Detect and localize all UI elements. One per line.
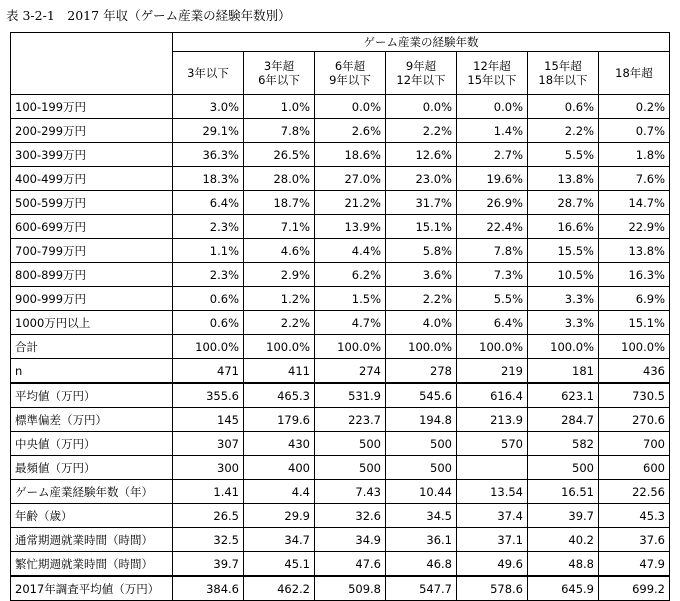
table-cell: 411 xyxy=(244,359,315,384)
table-cell: 26.5 xyxy=(173,504,244,528)
table-cell: 3.0% xyxy=(173,95,244,119)
table-cell: 100.0% xyxy=(457,335,528,359)
table-cell: 32.5 xyxy=(173,528,244,552)
table-cell: 16.51 xyxy=(528,480,599,504)
table-cell: 6.4% xyxy=(457,311,528,335)
row-label: 700-799万円 xyxy=(11,239,173,263)
table-cell: 700 xyxy=(599,432,670,456)
table-cell: 471 xyxy=(173,359,244,384)
table-cell: 0.0% xyxy=(315,95,386,119)
table-cell: 100.0% xyxy=(244,335,315,359)
table-cell: 46.8 xyxy=(386,552,457,577)
table-cell: 16.6% xyxy=(528,215,599,239)
row-label: 最頻値（万円） xyxy=(11,456,173,480)
table-cell: 29.1% xyxy=(173,119,244,143)
table-cell: 500 xyxy=(315,456,386,480)
table-cell: 13.54 xyxy=(457,480,528,504)
row-label: 1000万円以上 xyxy=(11,311,173,335)
column-header: 18年超 xyxy=(599,52,670,95)
table-cell: 18.6% xyxy=(315,143,386,167)
table-cell: 2.2% xyxy=(386,119,457,143)
table-cell: 37.1 xyxy=(457,528,528,552)
table-cell: 16.3% xyxy=(599,263,670,287)
table-row xyxy=(11,504,670,528)
table-cell: 36.1 xyxy=(386,528,457,552)
table-cell: 15.1% xyxy=(599,311,670,335)
row-label: 平均値（万円） xyxy=(11,383,173,408)
column-header: 12年超 15年以下 xyxy=(457,52,528,95)
table-cell: 15.5% xyxy=(528,239,599,263)
table-cell: 4.4% xyxy=(315,239,386,263)
table-cell: 616.4 xyxy=(457,383,528,408)
table-cell: 31.7% xyxy=(386,191,457,215)
table-cell: 26.5% xyxy=(244,143,315,167)
row-label: 2017年調査平均値（万円） xyxy=(11,576,173,601)
table-cell: 213.9 xyxy=(457,408,528,432)
column-header: 9年超 12年以下 xyxy=(386,52,457,95)
table-cell: 582 xyxy=(528,432,599,456)
table-cell: 531.9 xyxy=(315,383,386,408)
row-label: 400-499万円 xyxy=(11,167,173,191)
row-label: 500-599万円 xyxy=(11,191,173,215)
table-row xyxy=(11,359,670,384)
table-cell: 13.9% xyxy=(315,215,386,239)
table-cell: 436 xyxy=(599,359,670,384)
table-cell: 39.7 xyxy=(528,504,599,528)
column-header: 6年超 9年以下 xyxy=(315,52,386,95)
table-cell: 3.3% xyxy=(528,287,599,311)
row-label: 300-399万円 xyxy=(11,143,173,167)
table-row xyxy=(11,95,670,119)
table-cell: 7.6% xyxy=(599,167,670,191)
table-cell: 100.0% xyxy=(528,335,599,359)
table-row xyxy=(11,191,670,215)
table-cell: 22.4% xyxy=(457,215,528,239)
table-cell: 462.2 xyxy=(244,576,315,601)
table-row xyxy=(11,263,670,287)
table-cell: 2.9% xyxy=(244,263,315,287)
table-cell: 34.9 xyxy=(315,528,386,552)
table-cell: 45.1 xyxy=(244,552,315,577)
table-cell: 284.7 xyxy=(528,408,599,432)
table-cell: 5.8% xyxy=(386,239,457,263)
table-cell: 7.43 xyxy=(315,480,386,504)
table-cell: 6.2% xyxy=(315,263,386,287)
table-cell: 500 xyxy=(528,456,599,480)
table-cell: 22.56 xyxy=(599,480,670,504)
table-cell: 4.6% xyxy=(244,239,315,263)
table-cell: 100.0% xyxy=(315,335,386,359)
table-cell: 270.6 xyxy=(599,408,670,432)
table-cell: 4.0% xyxy=(386,311,457,335)
table-cell: 0.2% xyxy=(599,95,670,119)
table-cell: 0.6% xyxy=(528,95,599,119)
table-cell: 49.6 xyxy=(457,552,528,577)
table-cell: 600 xyxy=(599,456,670,480)
column-header: 3年超 6年以下 xyxy=(244,52,315,95)
row-label: 中央値（万円） xyxy=(11,432,173,456)
table-cell: 0.6% xyxy=(173,287,244,311)
table-cell: 29.9 xyxy=(244,504,315,528)
table-cell: 28.7% xyxy=(528,191,599,215)
table-cell: 400 xyxy=(244,456,315,480)
table-cell: 1.0% xyxy=(244,95,315,119)
table-cell: 384.6 xyxy=(173,576,244,601)
table-cell: 355.6 xyxy=(173,383,244,408)
table-row xyxy=(11,167,670,191)
row-label: 繁忙期週就業時間（時間） xyxy=(11,552,173,577)
table-cell: 3.3% xyxy=(528,311,599,335)
table-cell: 500 xyxy=(386,456,457,480)
table-cell: 1.5% xyxy=(315,287,386,311)
table-cell: 181 xyxy=(528,359,599,384)
table-cell: 500 xyxy=(315,432,386,456)
table-cell: 300 xyxy=(173,456,244,480)
table-cell: 47.9 xyxy=(599,552,670,577)
table-cell: 45.3 xyxy=(599,504,670,528)
table-cell: 10.5% xyxy=(528,263,599,287)
table-cell: 0.7% xyxy=(599,119,670,143)
table-cell: 2.2% xyxy=(528,119,599,143)
table-cell: 1.8% xyxy=(599,143,670,167)
row-label: 200-299万円 xyxy=(11,119,173,143)
table-cell: 2.2% xyxy=(386,287,457,311)
table-cell: 145 xyxy=(173,408,244,432)
column-header: 3年以下 xyxy=(173,52,244,95)
table-cell: 36.3% xyxy=(173,143,244,167)
row-label: ゲーム産業経験年数（年） xyxy=(11,480,173,504)
table-cell: 307 xyxy=(173,432,244,456)
table-row xyxy=(11,215,670,239)
table-cell xyxy=(457,456,528,480)
column-header: 15年超 18年以下 xyxy=(528,52,599,95)
row-label: 年齢（歳） xyxy=(11,504,173,528)
row-label: 600-699万円 xyxy=(11,215,173,239)
table-cell: 37.6 xyxy=(599,528,670,552)
table-cell: 15.1% xyxy=(386,215,457,239)
table-cell: 0.0% xyxy=(457,95,528,119)
table-cell: 2.3% xyxy=(173,215,244,239)
row-label: 800-899万円 xyxy=(11,263,173,287)
table-row xyxy=(11,311,670,335)
row-label: 標準偏差（万円） xyxy=(11,408,173,432)
table-cell: 26.9% xyxy=(457,191,528,215)
table-row xyxy=(11,143,670,167)
table-cell: 34.7 xyxy=(244,528,315,552)
table-cell: 194.8 xyxy=(386,408,457,432)
income-table xyxy=(10,32,670,601)
table-cell: 5.5% xyxy=(528,143,599,167)
table-cell: 39.7 xyxy=(173,552,244,577)
table-cell: 570 xyxy=(457,432,528,456)
table-row xyxy=(11,432,670,456)
table-cell: 500 xyxy=(386,432,457,456)
table-cell: 545.6 xyxy=(386,383,457,408)
table-row xyxy=(11,528,670,552)
table-row xyxy=(11,239,670,263)
table-cell: 2.6% xyxy=(315,119,386,143)
table-cell: 2.2% xyxy=(244,311,315,335)
table-cell: 13.8% xyxy=(528,167,599,191)
table-row xyxy=(11,480,670,504)
table-cell: 13.8% xyxy=(599,239,670,263)
table-cell: 34.5 xyxy=(386,504,457,528)
table-cell: 14.7% xyxy=(599,191,670,215)
table-cell: 179.6 xyxy=(244,408,315,432)
table-cell: 2.7% xyxy=(457,143,528,167)
table-cell: 6.4% xyxy=(173,191,244,215)
table-cell: 3.6% xyxy=(386,263,457,287)
table-cell: 32.6 xyxy=(315,504,386,528)
table-cell: 48.8 xyxy=(528,552,599,577)
corner-cell xyxy=(11,33,173,95)
row-label: 900-999万円 xyxy=(11,287,173,311)
table-cell: 4.7% xyxy=(315,311,386,335)
table-cell: 21.2% xyxy=(315,191,386,215)
table-cell: 47.6 xyxy=(315,552,386,577)
table-cell: 578.6 xyxy=(457,576,528,601)
table-cell: 100.0% xyxy=(599,335,670,359)
table-cell: 7.8% xyxy=(457,239,528,263)
table-cell: 18.3% xyxy=(173,167,244,191)
table-cell: 465.3 xyxy=(244,383,315,408)
row-label: 通常期週就業時間（時間） xyxy=(11,528,173,552)
row-label: 100-199万円 xyxy=(11,95,173,119)
table-cell: 22.9% xyxy=(599,215,670,239)
table-cell: 430 xyxy=(244,432,315,456)
row-label: 合計 xyxy=(11,335,173,359)
table-row xyxy=(11,335,670,359)
table-cell: 6.9% xyxy=(599,287,670,311)
table-cell: 1.2% xyxy=(244,287,315,311)
table-row xyxy=(11,383,670,408)
row-label: n xyxy=(11,359,173,384)
table-cell: 5.5% xyxy=(457,287,528,311)
table-cell: 7.3% xyxy=(457,263,528,287)
table-cell: 18.7% xyxy=(244,191,315,215)
table-cell: 223.7 xyxy=(315,408,386,432)
table-cell: 27.0% xyxy=(315,167,386,191)
table-row xyxy=(11,287,670,311)
table-cell: 509.8 xyxy=(315,576,386,601)
group-header-row xyxy=(11,33,670,52)
table-cell: 23.0% xyxy=(386,167,457,191)
table-cell: 12.6% xyxy=(386,143,457,167)
table-cell: 100.0% xyxy=(173,335,244,359)
table-cell: 547.7 xyxy=(386,576,457,601)
table-cell: 10.44 xyxy=(386,480,457,504)
table-cell: 1.41 xyxy=(173,480,244,504)
table-cell: 28.0% xyxy=(244,167,315,191)
table-cell: 2.3% xyxy=(173,263,244,287)
table-cell: 730.5 xyxy=(599,383,670,408)
table-cell: 278 xyxy=(386,359,457,384)
table-cell: 623.1 xyxy=(528,383,599,408)
table-cell: 37.4 xyxy=(457,504,528,528)
table-cell: 1.1% xyxy=(173,239,244,263)
table-cell: 4.4 xyxy=(244,480,315,504)
table-caption: 表 3-2-1 2017 年収（ゲーム産業の経験年数別） xyxy=(6,8,291,23)
table-cell: 0.0% xyxy=(386,95,457,119)
table-cell: 219 xyxy=(457,359,528,384)
table-row xyxy=(11,456,670,480)
table-row xyxy=(11,552,670,577)
table-cell: 645.9 xyxy=(528,576,599,601)
table-cell: 7.1% xyxy=(244,215,315,239)
table-cell: 274 xyxy=(315,359,386,384)
group-header: ゲーム産業の経験年数 xyxy=(173,33,670,52)
table-cell: 699.2 xyxy=(599,576,670,601)
table-cell: 1.4% xyxy=(457,119,528,143)
table-row xyxy=(11,119,670,143)
table-cell: 0.6% xyxy=(173,311,244,335)
table-row xyxy=(11,576,670,601)
table-cell: 100.0% xyxy=(386,335,457,359)
table-cell: 40.2 xyxy=(528,528,599,552)
table-cell: 19.6% xyxy=(457,167,528,191)
table-cell: 7.8% xyxy=(244,119,315,143)
table-body xyxy=(11,95,670,601)
table-row xyxy=(11,408,670,432)
